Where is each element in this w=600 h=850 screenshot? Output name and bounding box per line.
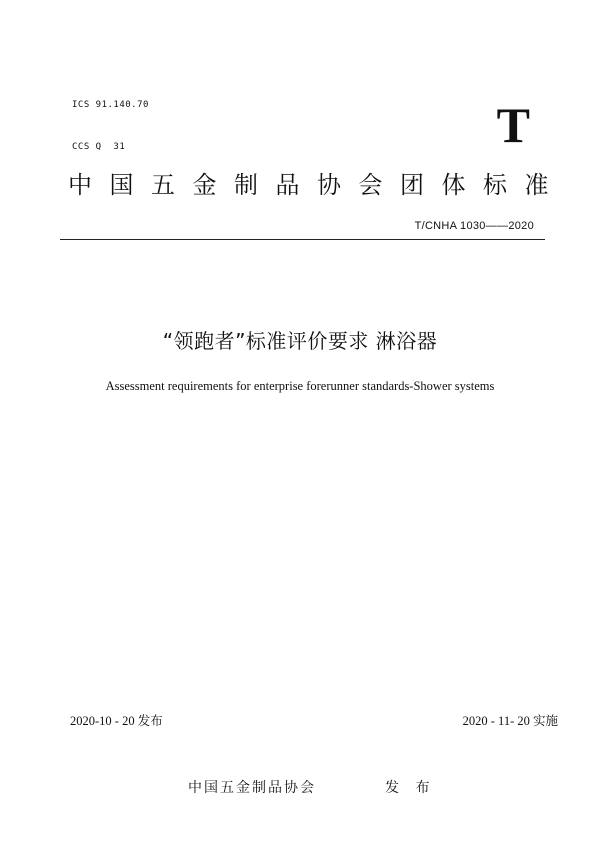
document-title-chinese: “领跑者”标准评价要求 淋浴器 [162, 329, 438, 353]
document-title-english: Assessment requirements for enterprise forerunner standards-Shower systems [105, 379, 495, 393]
ics-code: ICS 91.140.70 [72, 100, 149, 110]
standard-code: T/CNHA 1030——2020 [414, 220, 534, 232]
publish-label: 发 布 [385, 780, 436, 796]
release-date: 2020-10 - 20 发布 [70, 714, 163, 728]
classification-codes [72, 70, 149, 168]
publisher-name: 中国五金制品协会 [188, 780, 316, 796]
standard-category-letter: T [496, 97, 530, 153]
header-divider [60, 239, 545, 240]
implementation-date: 2020 - 11- 20 实施 [462, 714, 558, 728]
ccs-code: CCS Q 31 [72, 142, 126, 152]
organization-standard-title: 中国五金制品协会团体标准 [68, 171, 566, 199]
